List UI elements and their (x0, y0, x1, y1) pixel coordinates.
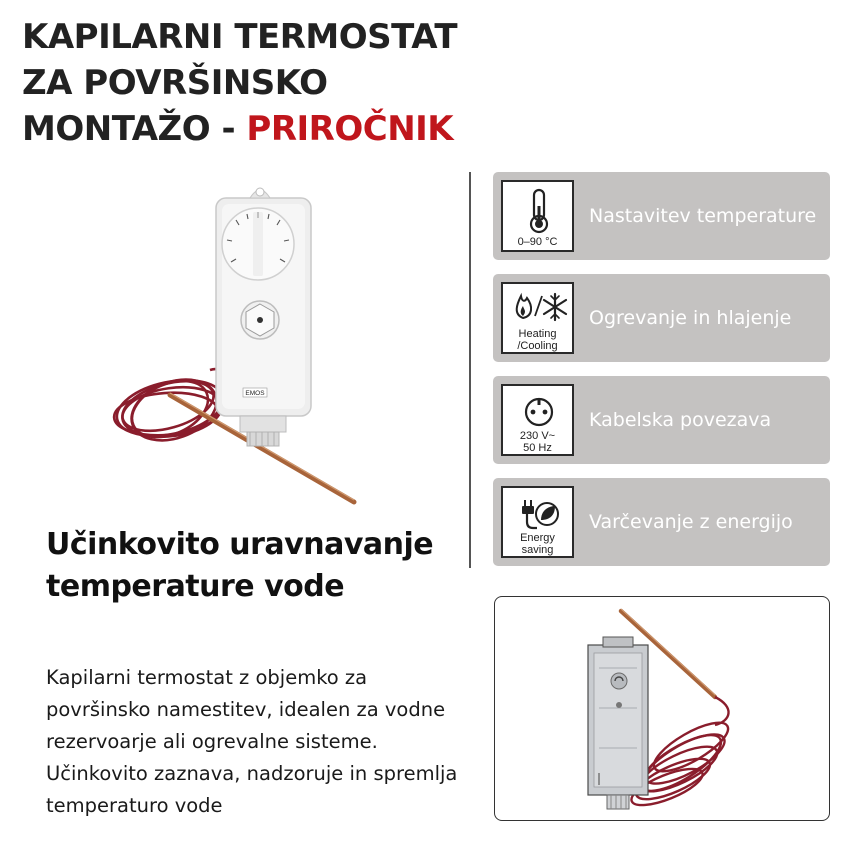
feature-temperature (493, 172, 830, 260)
section-heading (46, 524, 466, 608)
title-accent-word: PRIROČNIK (246, 109, 454, 149)
feature-icon-box (501, 282, 574, 354)
feature-cable-connection (493, 376, 830, 464)
feature-icon-caption-line-2: /Cooling (517, 340, 558, 352)
feature-label: Varčevanje z energijo (589, 510, 793, 533)
section-heading-line-2: temperature vode (46, 569, 345, 604)
product-image-thermostat (110, 180, 370, 510)
product-brand-label: EMOS (245, 390, 265, 397)
title-line-1: KAPILARNI TERMOSTAT (22, 17, 458, 57)
title-line-3 (22, 106, 482, 152)
title-line-3-prefix: MONTAŽO - (22, 109, 247, 149)
feature-label: Ogrevanje in hlajenje (589, 306, 792, 329)
section-heading-line-1: Učinkovito uravnavanje (46, 527, 434, 562)
title-line-2: ZA POVRŠINSKO (22, 63, 328, 103)
feature-icon-caption-line-1: 230 V~ (519, 430, 556, 442)
feature-label: Nastavitev temperature (589, 204, 817, 227)
feature-icon-caption-line-2: saving (521, 544, 554, 556)
feature-energy-saving (493, 478, 830, 566)
feature-icon-caption-line-2: 50 Hz (523, 442, 552, 454)
feature-label: Kabelska povezava (589, 408, 772, 431)
page-title (22, 14, 482, 152)
feature-icon-box (501, 384, 574, 456)
feature-icon-caption-line-1: Energy (520, 532, 555, 544)
feature-icon-caption-line-1: Heating (518, 328, 557, 340)
product-back-photo (494, 596, 830, 821)
feature-heating-cooling (493, 274, 830, 362)
vertical-divider (469, 172, 471, 568)
feature-icon-box (501, 486, 574, 558)
feature-icon-box (501, 180, 574, 252)
feature-icon-caption: 0–90 °C (517, 236, 558, 248)
product-description: Kapilarni termostat z objemko za površinsko namestitev, idealen za vodne rezervoarje ali ogrevalne sisteme. Učinkovito zaznava, nadzoruje in spremlja temperaturo vode (46, 666, 458, 817)
